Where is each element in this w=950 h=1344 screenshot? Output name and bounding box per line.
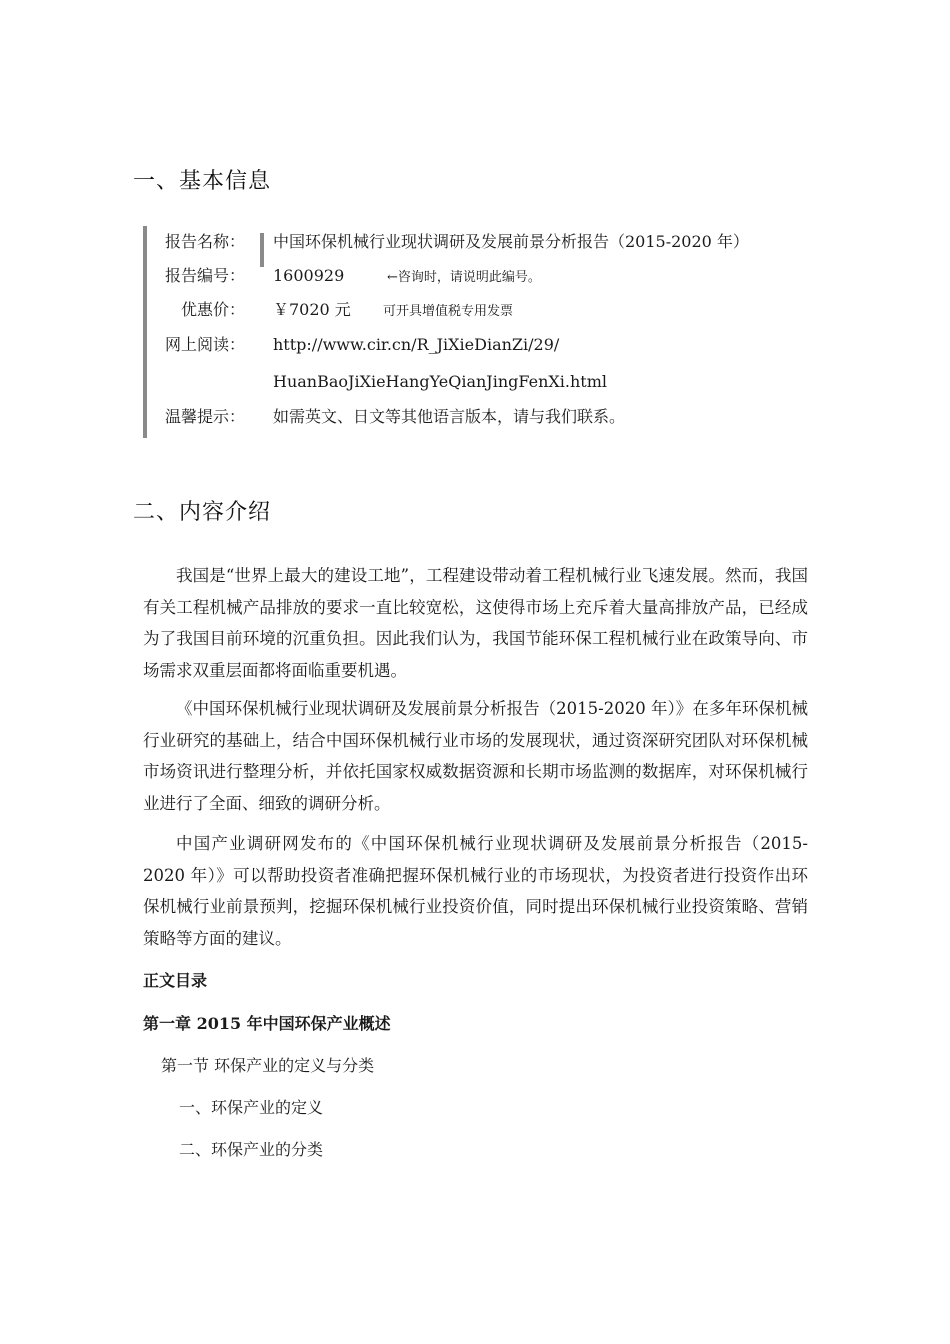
price-note: 可开具增值税专用发票 xyxy=(383,304,514,319)
section-heading-content: 二、内容介绍 xyxy=(133,500,272,525)
intro-paragraph-2: 《中国环保机械行业现状调研及发展前景分析报告（2015-2020 年）》在多年环保机械行业研究的基础上，结合中国环保机械行业市场的发展现状，通过资深研究团队对环保机械市场资讯进行整理分析，并依托国家权威数据资源和长期市场监测的数据库，对环保机械行业进行了全面、细致的调研分析。 xyxy=(143,699,808,813)
toc-item-1: 一、环保产业的定义 xyxy=(179,1098,324,1117)
toc-chapter-1: 第一章 2015 年中国环保产业概述 xyxy=(143,1014,391,1033)
intro-paragraph-3: 中国产业调研网发布的《中国环保机械行业现状调研及发展前景分析报告（2015-2020 年）》可以帮助投资者准确把握环保机械行业的市场现状，为投资者进行投资作出环保机械行业前景预判，挖掘环保机械行业投资价值，同时提出环保机械行业投资策略、营销策略等方面的建议。 xyxy=(143,834,808,948)
online-read-label: 网上阅读： xyxy=(165,335,246,354)
tip-label: 温馨提示： xyxy=(165,407,246,426)
report-name-label: 报告名称： xyxy=(165,232,246,251)
online-read-link-cont[interactable]: HuanBaoJiXieHangYeQianJingFenXi.html xyxy=(273,372,607,391)
toc-section-1: 第一节 环保产业的定义与分类 xyxy=(161,1056,375,1075)
report-code-note: ←咨询时，请说明此编号。 xyxy=(387,270,541,285)
report-code-label: 报告编号： xyxy=(165,266,246,285)
price-value: ￥7020 元 xyxy=(273,300,351,319)
toc-item-2: 二、环保产业的分类 xyxy=(179,1140,324,1159)
section-heading-basic-info: 一、基本信息 xyxy=(133,169,272,194)
report-name-value: 中国环保机械行业现状调研及发展前景分析报告（2015-2020 年） xyxy=(273,232,749,251)
online-read-link[interactable]: http://www.cir.cn/R_JiXieDianZi/29/ xyxy=(273,335,560,354)
intro-paragraph-1: 我国是“世界上最大的建设工地”，工程建设带动着工程机械行业飞速发展。然而，我国有关工程机械产品排放的要求一直比较宽松，这使得市场上充斥着大量高排放产品，已经成为了我国目前环境的沉重负担。因此我们认为，我国节能环保工程机械行业在政策导向、市场需求双重层面都将面临重要机遇。 xyxy=(143,566,808,680)
toc-title: 正文目录 xyxy=(143,971,208,990)
report-code-value: 1600929 xyxy=(273,266,345,285)
tip-value: 如需英文、日文等其他语言版本，请与我们联系。 xyxy=(273,407,626,426)
title-divider xyxy=(260,233,264,267)
basic-info-block xyxy=(143,226,847,438)
price-label: 优惠价： xyxy=(180,300,245,319)
